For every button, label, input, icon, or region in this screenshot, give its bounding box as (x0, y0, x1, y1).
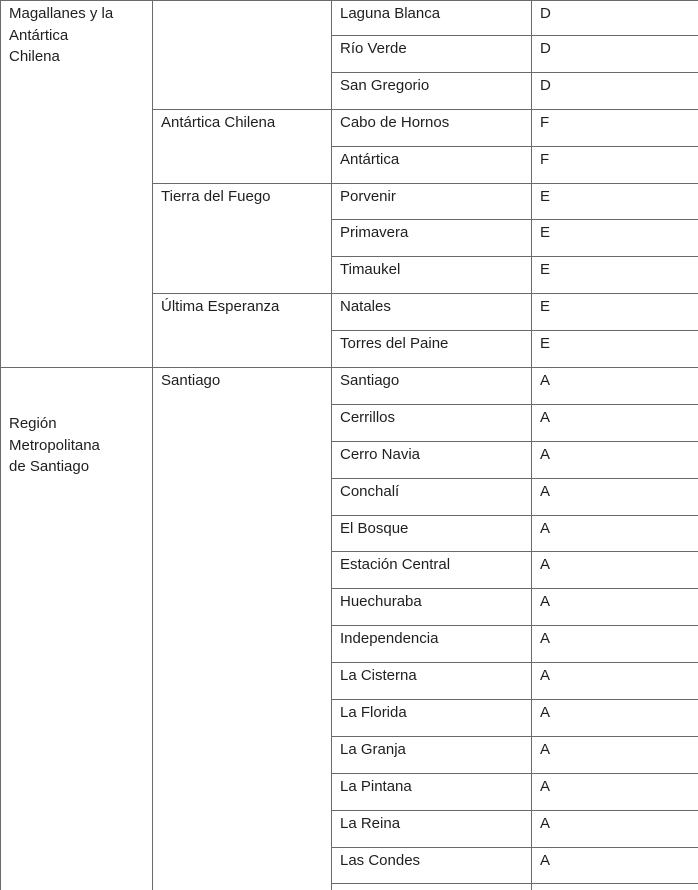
commune-cell: Porvenir (332, 183, 532, 220)
commune-cell: La Florida (332, 700, 532, 737)
code-cell: F (532, 109, 698, 146)
commune-cell: La Pintana (332, 773, 532, 810)
commune-cell: San Gregorio (332, 72, 532, 109)
code-cell: E (532, 331, 698, 368)
code-cell (532, 884, 698, 890)
commune-cell: Santiago (332, 368, 532, 405)
code-cell: A (532, 626, 698, 663)
commune-cell: Las Condes (332, 847, 532, 884)
commune-cell: Laguna Blanca (332, 1, 532, 36)
code-cell: A (532, 736, 698, 773)
code-cell: E (532, 220, 698, 257)
commune-cell: La Reina (332, 810, 532, 847)
code-cell: D (532, 36, 698, 73)
commune-cell: Antártica (332, 146, 532, 183)
code-cell: A (532, 700, 698, 737)
code-cell: F (532, 146, 698, 183)
code-cell: E (532, 294, 698, 331)
commune-cell: Estación Central (332, 552, 532, 589)
code-cell: A (532, 515, 698, 552)
commune-cell (332, 884, 532, 890)
commune-cell: Cerro Navia (332, 441, 532, 478)
code-cell: D (532, 1, 698, 36)
province-cell: Santiago (153, 368, 332, 890)
commune-cell: Independencia (332, 626, 532, 663)
code-cell: A (532, 478, 698, 515)
code-cell: A (532, 810, 698, 847)
commune-cell: Primavera (332, 220, 532, 257)
code-cell: A (532, 589, 698, 626)
code-cell: A (532, 441, 698, 478)
commune-cell: Cerrillos (332, 404, 532, 441)
commune-cell: La Cisterna (332, 663, 532, 700)
code-cell: A (532, 552, 698, 589)
code-cell: A (532, 773, 698, 810)
commune-cell: Río Verde (332, 36, 532, 73)
code-cell: A (532, 368, 698, 405)
province-cell: Tierra del Fuego (153, 183, 332, 294)
code-cell: E (532, 183, 698, 220)
table-row (1, 368, 698, 405)
table-row (1, 1, 698, 36)
table-body (1, 1, 698, 890)
code-cell: A (532, 663, 698, 700)
region-cell: Región Metropolitana de Santiago (1, 368, 153, 890)
province-cell (153, 1, 332, 110)
commune-cell: Cabo de Hornos (332, 109, 532, 146)
commune-cell: Timaukel (332, 257, 532, 294)
code-cell: A (532, 404, 698, 441)
commune-cell: Huechuraba (332, 589, 532, 626)
province-cell: Última Esperanza (153, 294, 332, 368)
code-cell: D (532, 72, 698, 109)
province-cell: Antártica Chilena (153, 109, 332, 183)
commune-cell: Natales (332, 294, 532, 331)
commune-cell: El Bosque (332, 515, 532, 552)
code-cell: A (532, 847, 698, 884)
commune-cell: Conchalí (332, 478, 532, 515)
code-cell: E (532, 257, 698, 294)
commune-cell: La Granja (332, 736, 532, 773)
commune-cell: Torres del Paine (332, 331, 532, 368)
region-cell: Magallanes y la Antártica Chilena (1, 1, 153, 368)
